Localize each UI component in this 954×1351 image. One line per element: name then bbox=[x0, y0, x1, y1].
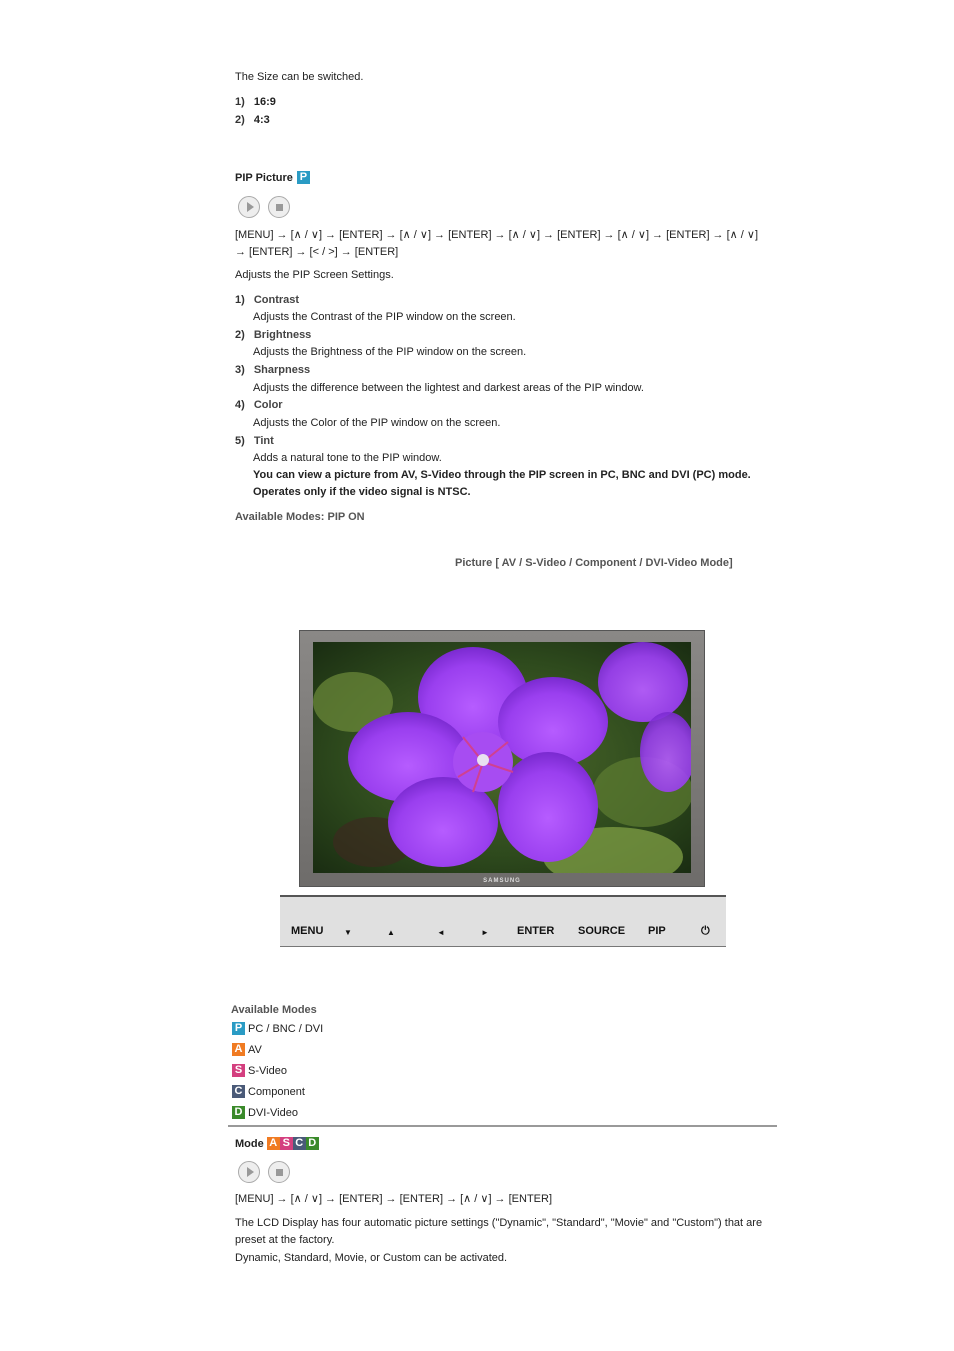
down-button[interactable]: ▼ bbox=[344, 928, 352, 937]
item-number: 3) bbox=[235, 364, 245, 376]
pip-title-row bbox=[235, 171, 310, 184]
pip-item bbox=[235, 329, 311, 341]
flower-screen bbox=[313, 642, 691, 873]
control-panel bbox=[280, 895, 726, 947]
mode-label: AV bbox=[248, 1043, 262, 1056]
mode-row bbox=[232, 1022, 323, 1035]
mode-desc: The LCD Display has four automatic picture settings ("Dynamic", "Standard", "Movie" and "Custom") that are bbox=[235, 1217, 763, 1229]
enter-button[interactable]: ENTER bbox=[517, 925, 555, 937]
item-label: Brightness bbox=[253, 329, 312, 341]
av-mode-icon: A bbox=[267, 1137, 280, 1150]
pc-mode-icon: P bbox=[232, 1022, 245, 1035]
mode-title: Mode bbox=[235, 1137, 264, 1150]
item-label: Color bbox=[253, 399, 283, 411]
right-button[interactable]: ► bbox=[481, 928, 489, 937]
pip-intro: Adjusts the PIP Screen Settings. bbox=[235, 269, 394, 281]
menu-button[interactable]: MENU bbox=[291, 925, 324, 937]
mode-menu-path: [MENU] → [∧ / ∨] → [ENTER] → [ENTER] → [∧ / ∨] → [ENTER] bbox=[235, 1193, 553, 1205]
mode-row bbox=[232, 1106, 298, 1119]
mode-row bbox=[232, 1043, 262, 1056]
mode-title-row bbox=[235, 1137, 319, 1150]
pip-item bbox=[235, 364, 310, 376]
mode-row bbox=[232, 1064, 287, 1077]
item-number: 2) bbox=[235, 114, 245, 126]
source-button[interactable]: SOURCE bbox=[578, 925, 626, 937]
item-desc: Adds a natural tone to the PIP window. bbox=[253, 452, 442, 464]
item-number: 5) bbox=[235, 435, 245, 447]
available-modes-title: Available Modes bbox=[231, 1004, 317, 1016]
pip-note: Operates only if the video signal is NTSC. bbox=[253, 486, 471, 498]
mode-label: Component bbox=[248, 1085, 305, 1098]
left-button[interactable]: ◄ bbox=[437, 928, 445, 937]
size-intro: The Size can be switched. bbox=[235, 71, 364, 83]
dvi-video-mode-icon: D bbox=[232, 1106, 245, 1119]
section-divider bbox=[228, 1125, 777, 1127]
mode-badges bbox=[267, 1137, 319, 1150]
item-number: 4) bbox=[235, 399, 245, 411]
mode-row bbox=[232, 1085, 305, 1098]
pip-item bbox=[235, 294, 299, 306]
component-mode-icon: C bbox=[293, 1137, 306, 1150]
pip-title: PIP Picture bbox=[235, 171, 293, 184]
item-desc: Adjusts the Contrast of the PIP window on the screen. bbox=[253, 311, 516, 323]
item-number: 1) bbox=[235, 96, 245, 108]
power-icon[interactable]: ⏻ bbox=[701, 925, 710, 937]
play-icon[interactable] bbox=[238, 1161, 260, 1183]
up-button[interactable]: ▲ bbox=[387, 928, 395, 937]
av-mode-icon: A bbox=[232, 1043, 245, 1056]
svideo-mode-icon: S bbox=[232, 1064, 245, 1077]
monitor-frame bbox=[299, 630, 705, 887]
mode-desc: preset at the factory. bbox=[235, 1234, 335, 1246]
pc-mode-badge-icon: P bbox=[297, 171, 310, 184]
stop-icon[interactable] bbox=[268, 196, 290, 218]
remote-buttons bbox=[238, 196, 290, 218]
item-label: 4:3 bbox=[253, 114, 270, 126]
item-label: Contrast bbox=[253, 294, 300, 306]
item-desc: Adjusts the Color of the PIP window on the screen. bbox=[253, 417, 501, 429]
size-item bbox=[235, 96, 276, 108]
item-number: 1) bbox=[235, 294, 245, 306]
pip-item bbox=[235, 399, 283, 411]
component-mode-icon: C bbox=[232, 1085, 245, 1098]
item-desc: Adjusts the Brightness of the PIP window on the screen. bbox=[253, 346, 527, 358]
mode-label: S-Video bbox=[248, 1064, 287, 1077]
mode-label: PC / BNC / DVI bbox=[248, 1022, 324, 1035]
mode-desc: Dynamic, Standard, Movie, or Custom can be activated. bbox=[235, 1252, 508, 1264]
pip-button[interactable]: PIP bbox=[648, 925, 666, 937]
monitor-brand: SAMSUNG bbox=[483, 878, 521, 884]
pip-menu-path: [MENU] → [∧ / ∨] → [ENTER] → [∧ / ∨] → [ENTER] → [∧ / ∨] → [ENTER] → [∧ / ∨] → [ENTER] → [∧ / ∨] → [ENTER] → [< / >] → [ENTER] bbox=[235, 229, 758, 258]
remote-buttons bbox=[238, 1161, 290, 1183]
picture-heading: Picture [ AV / S-Video / Component / DVI-Video Mode] bbox=[455, 557, 733, 569]
item-label: Tint bbox=[253, 435, 274, 447]
size-item bbox=[235, 114, 270, 126]
play-icon[interactable] bbox=[238, 196, 260, 218]
mode-label: DVI-Video bbox=[248, 1106, 298, 1119]
item-label: Sharpness bbox=[253, 364, 311, 376]
svideo-mode-icon: S bbox=[280, 1137, 293, 1150]
pip-available-modes: Available Modes: PIP ON bbox=[235, 511, 365, 523]
item-desc: Adjusts the difference between the lightest and darkest areas of the PIP window. bbox=[253, 382, 644, 394]
stop-icon[interactable] bbox=[268, 1161, 290, 1183]
pip-note: You can view a picture from AV, S-Video through the PIP screen in PC, BNC and DVI (PC) mode. bbox=[253, 469, 751, 481]
pip-item bbox=[235, 435, 274, 447]
item-label: 16:9 bbox=[253, 96, 276, 108]
dvi-video-mode-icon: D bbox=[306, 1137, 319, 1150]
item-number: 2) bbox=[235, 329, 245, 341]
